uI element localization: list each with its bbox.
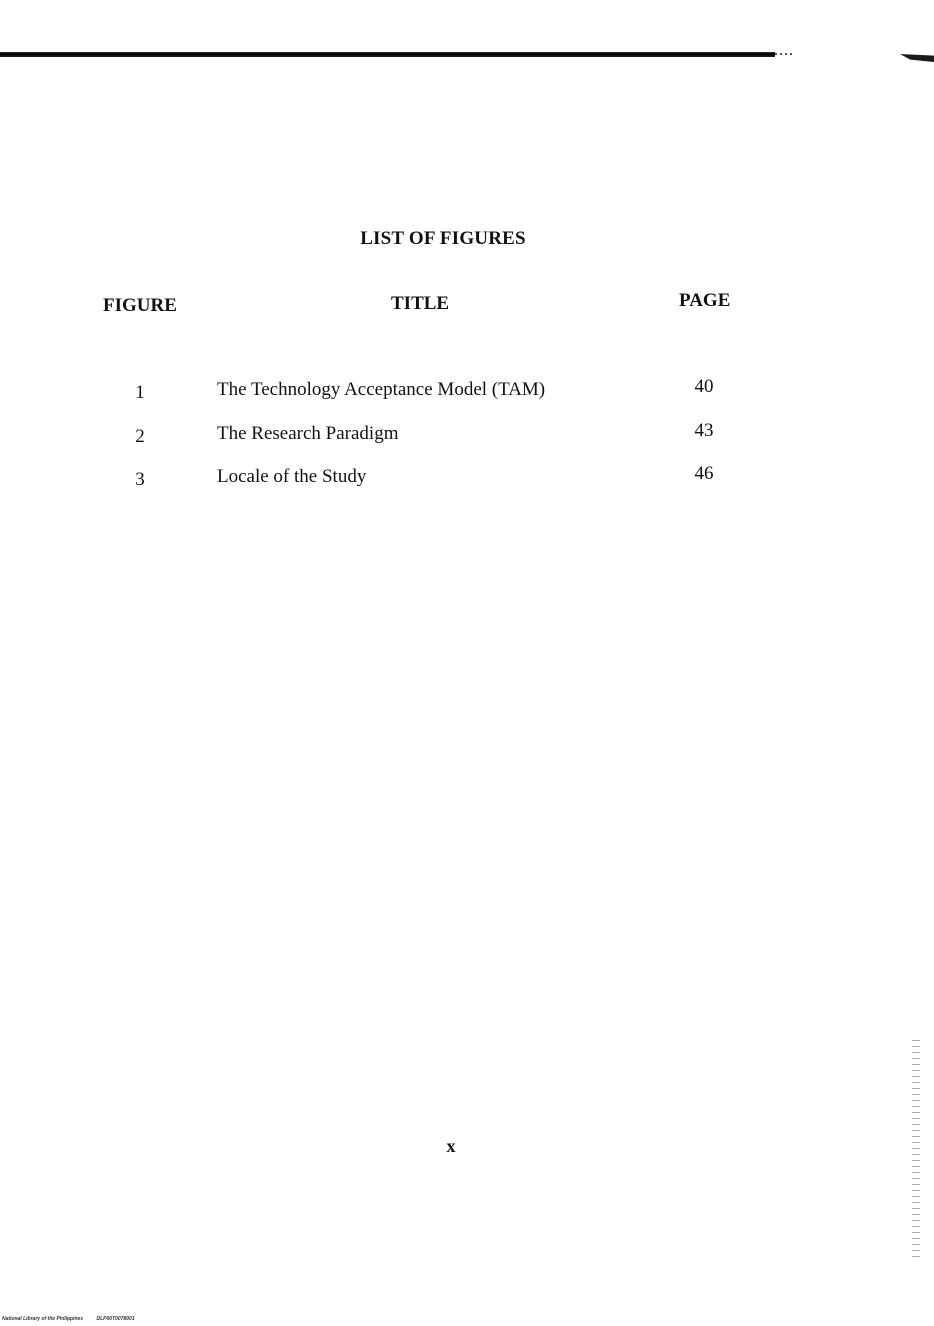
figure-number: 1 (135, 382, 145, 403)
figure-title: The Research Paradigm (217, 423, 399, 444)
footer-code: DLP00T0078001 (96, 1316, 135, 1322)
column-header-page: PAGE (679, 290, 731, 311)
page-title: LIST OF FIGURES (360, 228, 526, 249)
figure-page: 40 (694, 376, 714, 397)
figure-page: 46 (694, 463, 714, 484)
figure-number: 3 (135, 469, 145, 490)
figure-title: The Technology Acceptance Model (TAM) (217, 379, 546, 400)
figure-list-row (0, 420, 934, 453)
footer-source: National Library of the Philippines (2, 1316, 84, 1322)
page-number: x (446, 1136, 456, 1156)
figure-number: 2 (135, 426, 145, 447)
scan-edge-speckle (912, 1040, 920, 1260)
figure-title: Locale of the Study (217, 466, 367, 487)
scan-corner-mark (900, 54, 934, 62)
footer-stamp (2, 1316, 147, 1322)
figure-list-row (0, 376, 934, 409)
column-header-title: TITLE (391, 293, 450, 314)
figure-page: 43 (694, 420, 714, 441)
figure-list-row (0, 463, 934, 496)
column-header-figure: FIGURE (103, 295, 177, 316)
scan-top-edge (0, 52, 775, 57)
